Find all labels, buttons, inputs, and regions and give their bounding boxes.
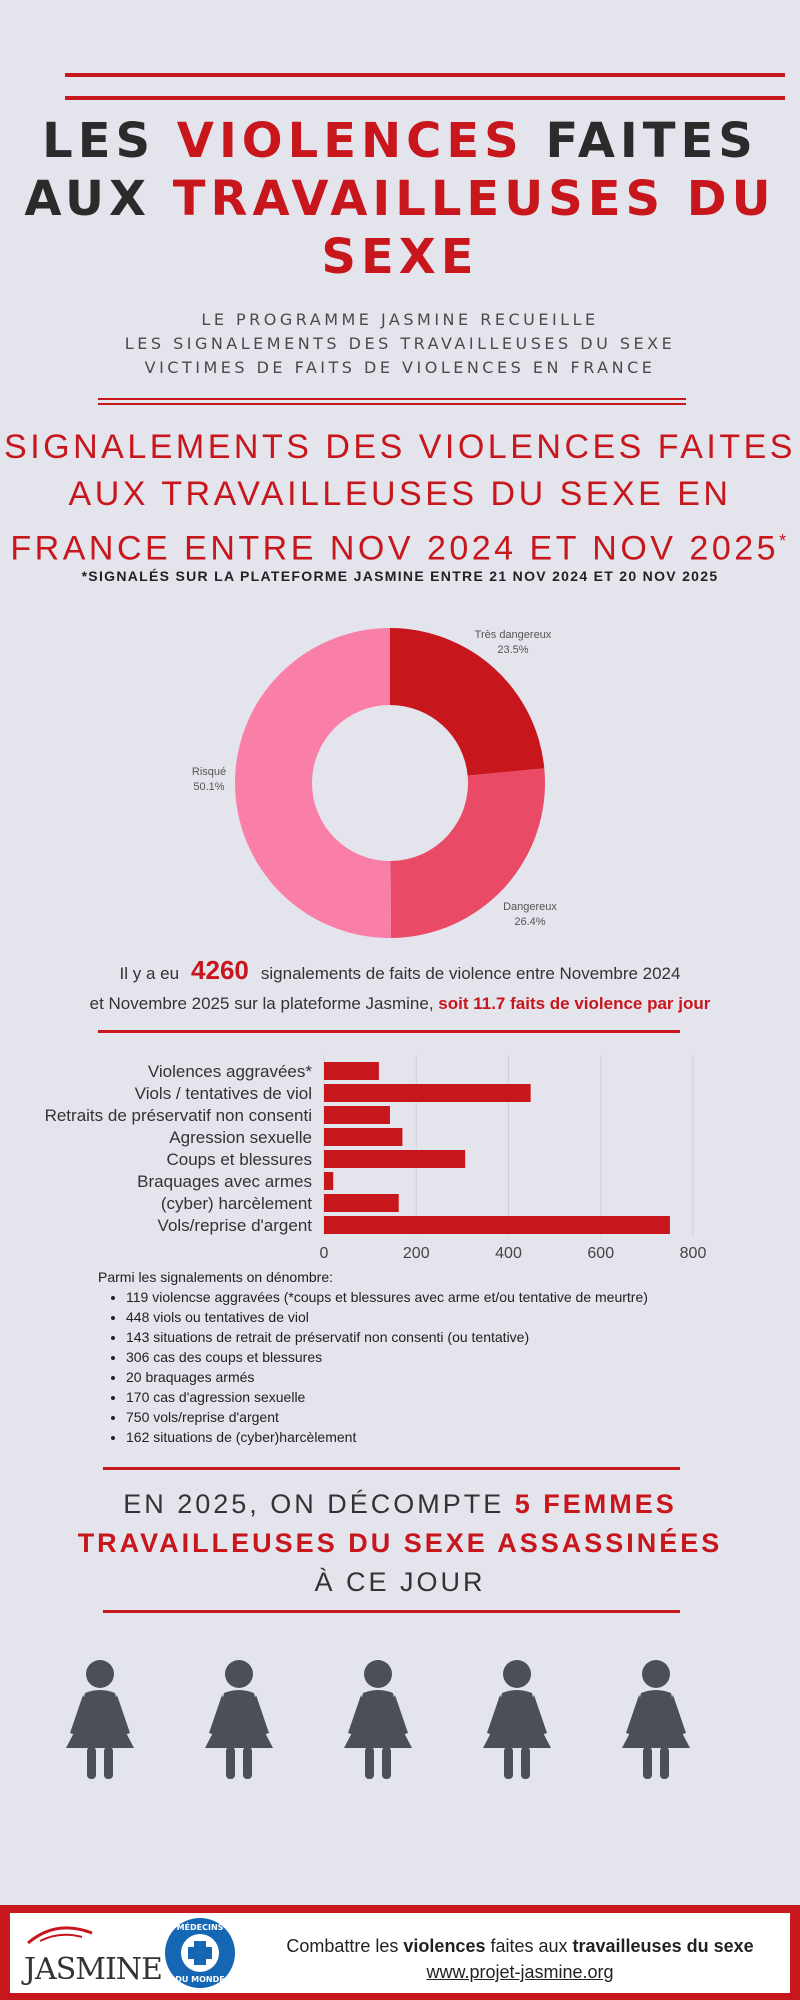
- list-item: • 448 viols ou tentatives de viol: [126, 1307, 648, 1327]
- footer-panel: [10, 1913, 790, 1993]
- category-label: Braquages avec armes: [137, 1172, 312, 1191]
- heading-footnote-mark: *: [779, 531, 790, 551]
- bar: [324, 1084, 531, 1102]
- donut-chart: [0, 600, 800, 960]
- tick-label: 800: [679, 1245, 707, 1262]
- page-title: [0, 112, 800, 286]
- list-item: • 162 situations de (cyber)harcèlement: [126, 1427, 648, 1447]
- category-label: Coups et blessures: [166, 1150, 312, 1169]
- bar: [324, 1194, 399, 1212]
- tick-label: 200: [402, 1245, 430, 1262]
- murder-highlight: TRAVAILLEUSES DU SEXE ASSASSINÉES: [77, 1528, 723, 1558]
- list-intro: Parmi les signalements on dénombre:: [98, 1269, 334, 1285]
- bar: [324, 1062, 379, 1080]
- stats-post: signalements de faits de violence entre Novembre 2024: [260, 964, 681, 983]
- report-breakdown: [98, 1267, 648, 1447]
- category-label: Retraits de préservatif non consenti: [44, 1106, 312, 1125]
- donut-slice: [235, 628, 391, 938]
- heading-line: FRANCE ENTRE NOV 2024 ET NOV 2025: [10, 529, 780, 568]
- stats-per-day: soit 11.7 faits de violence par jour: [438, 994, 711, 1013]
- title-part: FAITES: [523, 113, 758, 169]
- bar: [324, 1172, 333, 1190]
- section-heading: [0, 424, 800, 572]
- women-figures: [0, 1655, 800, 1790]
- title-highlight: TRAVAILLEUSES DU: [172, 171, 776, 227]
- title-part: LES: [42, 113, 177, 169]
- subtitle-line: LES SIGNALEMENTS DES TRAVAILLEUSES DU SEXE: [124, 334, 676, 353]
- category-label: Vols/reprise d'argent: [157, 1216, 312, 1235]
- murder-line3: À CE JOUR: [314, 1567, 486, 1597]
- breakdown-list: [98, 1287, 648, 1447]
- footer-text: faites aux: [485, 1936, 573, 1956]
- svg-text:DU MONDE: DU MONDE: [175, 1975, 225, 1984]
- list-item: • 143 situations de retrait de préservatif non consenti (ou tentative): [126, 1327, 648, 1347]
- donut-label: 50.1%: [193, 781, 225, 793]
- footer-tagline: [250, 1933, 790, 1985]
- bar-chart: [0, 1050, 800, 1265]
- title-highlight: SEXE: [321, 229, 479, 285]
- donut-label: Très dangereux: [474, 629, 552, 641]
- stats-rule: [98, 1030, 680, 1033]
- stats-pre: Il y a eu: [119, 964, 180, 983]
- category-label: Agression sexuelle: [169, 1128, 312, 1147]
- murder-highlight: 5 FEMMES: [514, 1489, 677, 1519]
- stats-line2: et Novembre 2025 sur la plateforme Jasmine,: [89, 994, 439, 1013]
- footer-text-bold: travailleuses du sexe: [572, 1936, 754, 1956]
- bar: [324, 1106, 390, 1124]
- section-rule-1: [98, 398, 686, 400]
- section-footnote: *SIGNALÉS SUR LA PLATEFORME JASMINE ENTRE 21 NOV 2024 ET 20 NOV 2025: [81, 568, 719, 584]
- section-rule-2: [98, 403, 686, 405]
- murder-rule-bottom: [103, 1610, 680, 1613]
- title-highlight: VIOLENCES: [176, 113, 524, 169]
- list-item: • 119 violencse aggravées (*coups et blessures avec arme et/ou tentative de meurtre): [126, 1287, 648, 1307]
- website-link[interactable]: www.projet-jasmine.org: [426, 1962, 614, 1982]
- bar: [324, 1216, 670, 1234]
- woman-icon: [66, 1660, 134, 1779]
- bar: [324, 1128, 402, 1146]
- list-item: • 306 cas des coups et blessures: [126, 1347, 648, 1367]
- tick-label: 0: [319, 1245, 329, 1262]
- woman-icon: [205, 1660, 273, 1779]
- woman-icon: [483, 1660, 551, 1779]
- category-label: (cyber) harcèlement: [160, 1194, 312, 1213]
- subtitle-line: VICTIMES DE FAITS DE VIOLENCES EN FRANCE: [144, 358, 656, 377]
- top-rule-2: [65, 96, 785, 100]
- footer-text-bold: violences: [403, 1936, 486, 1956]
- donut-label: Risqué: [191, 766, 227, 778]
- footer-text: Combattre les: [286, 1936, 404, 1956]
- svg-text:JASMINE: JASMINE: [24, 1952, 162, 1987]
- category-label: Viols / tentatives de viol: [134, 1084, 312, 1103]
- stats-summary: [0, 955, 800, 1019]
- list-item: • 20 braquages armés: [126, 1367, 648, 1387]
- top-rule-1: [65, 73, 785, 77]
- list-item: • 750 vols/reprise d'argent: [126, 1407, 648, 1427]
- donut-label: 23.5%: [497, 644, 529, 656]
- donut-label: 26.4%: [514, 916, 546, 928]
- murder-line1: EN 2025, ON DÉCOMPTE: [123, 1489, 515, 1519]
- tick-label: 400: [495, 1245, 522, 1262]
- program-description: [0, 308, 800, 380]
- svg-text:MÉDECINS: MÉDECINS: [176, 1923, 224, 1932]
- subtitle-line: LE PROGRAMME JASMINE RECUEILLE: [201, 310, 599, 329]
- tick-label: 600: [587, 1245, 615, 1262]
- donut-label: Dangereux: [503, 901, 557, 913]
- footer: [0, 1905, 800, 2000]
- murder-rule-top: [103, 1467, 680, 1470]
- woman-icon: [622, 1660, 690, 1779]
- stats-count: 4260: [191, 955, 249, 985]
- woman-icon: [344, 1660, 412, 1779]
- jasmine-logo: [20, 1917, 162, 1991]
- bar: [324, 1150, 465, 1168]
- heading-line: SIGNALEMENTS DES VIOLENCES FAITES: [4, 428, 796, 466]
- list-item: • 170 cas d'agression sexuelle: [126, 1387, 648, 1407]
- murder-count: [0, 1485, 800, 1602]
- medecins-du-monde-logo: [163, 1916, 237, 1990]
- title-part: AUX: [24, 171, 173, 227]
- category-label: Violences aggravées*: [147, 1062, 312, 1081]
- heading-line: AUX TRAVAILLEUSES DU SEXE EN: [68, 475, 732, 513]
